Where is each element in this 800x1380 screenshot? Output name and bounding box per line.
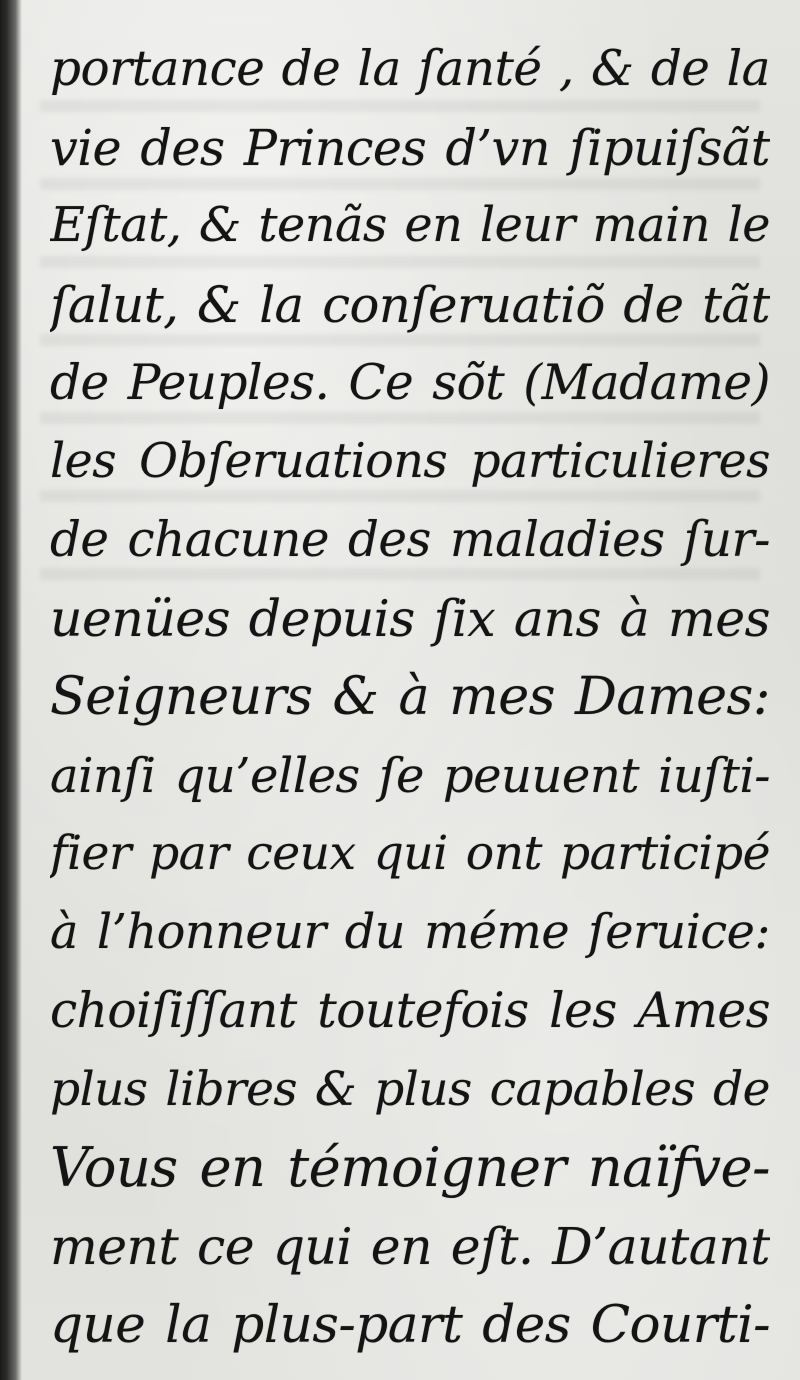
text-line-16: ment ce qui en eſt. D’autant (50, 1216, 770, 1276)
body-text (50, 30, 770, 1365)
text-line-1: portance de la ſanté , & de la (50, 41, 770, 97)
text-line-12: à l’honneur du méme ſeruice: (50, 904, 770, 960)
text-line-9: Seigneurs & à mes Dames: (50, 666, 770, 727)
text-line-14: plus libres & plus capables de (50, 1061, 770, 1117)
text-line-8: uenües depuis ſix ans à mes (50, 588, 770, 648)
text-line-6: les Obſeruations particulieres (50, 433, 770, 489)
text-line-13: choiſiſſant toutefois les Ames (50, 983, 770, 1039)
text-line-11: fier par ceux qui ont participé (50, 826, 770, 881)
text-line-5: de Peuples. Ce sõt (Madame) (50, 355, 770, 411)
text-line-3: Eſtat, & tenãs en leur main le (50, 198, 770, 253)
text-line-7: de chacune des maladies ſur- (50, 512, 770, 568)
text-line-2: vie des Princes d’vn ſipuiſsãt (50, 118, 770, 177)
text-line-15: Vous en témoigner naïfve- (50, 1136, 770, 1199)
text-line-17: que la plus-part des Courti- (50, 1295, 770, 1355)
page-binding-edge (0, 0, 22, 1380)
text-line-10: ainſi qu’elles ſe peuuent iuſti- (50, 747, 770, 804)
text-line-4: ſalut, & la conſeruatiõ de tãt (50, 275, 770, 334)
